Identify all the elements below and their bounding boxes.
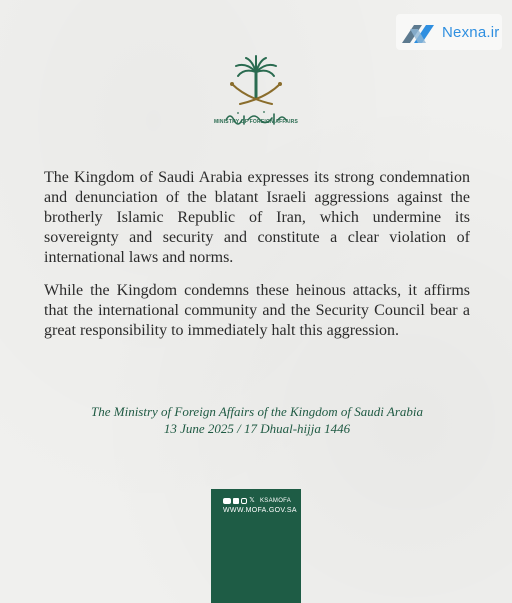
social-handle: KSAMOFA [260, 498, 292, 504]
signature-date: 13 June 2025 / 17 Dhual-hijja 1446 [163, 421, 351, 436]
nexna-logo-icon [400, 19, 436, 45]
website-link[interactable]: WWW.MOFA.GOV.SA [223, 507, 297, 514]
facebook-icon [233, 498, 239, 504]
ministry-english-label: MINISTRY OF FOREIGN AFFAIRS [213, 119, 299, 125]
contact-footer [211, 489, 301, 603]
nexna-watermark [396, 14, 502, 50]
x-icon: 𝕏 [249, 497, 255, 504]
watermark-text: Nexna.ir [442, 23, 500, 41]
signature-block [44, 403, 470, 437]
statement-paragraph-2: While the Kingdom condemns these heinous attacks, it affirms that the international community and the Security Council bear a great responsibility to immediately halt this aggression. [44, 282, 470, 339]
statement-body [44, 168, 470, 354]
statement-paragraph-1: The Kingdom of Saudi Arabia expresses its strong condemnation and denunciation of the blatant Israeli aggressions against the brotherly Islamic Republic of Iran, which undermine its sovereignty and security and constitute a clear violation of international laws and norms. [44, 169, 470, 266]
youtube-icon [223, 498, 231, 504]
social-row [223, 498, 291, 504]
instagram-icon [241, 498, 247, 504]
signature-ministry: The Ministry of Foreign Affairs of the Kingdom of Saudi Arabia [91, 404, 423, 419]
